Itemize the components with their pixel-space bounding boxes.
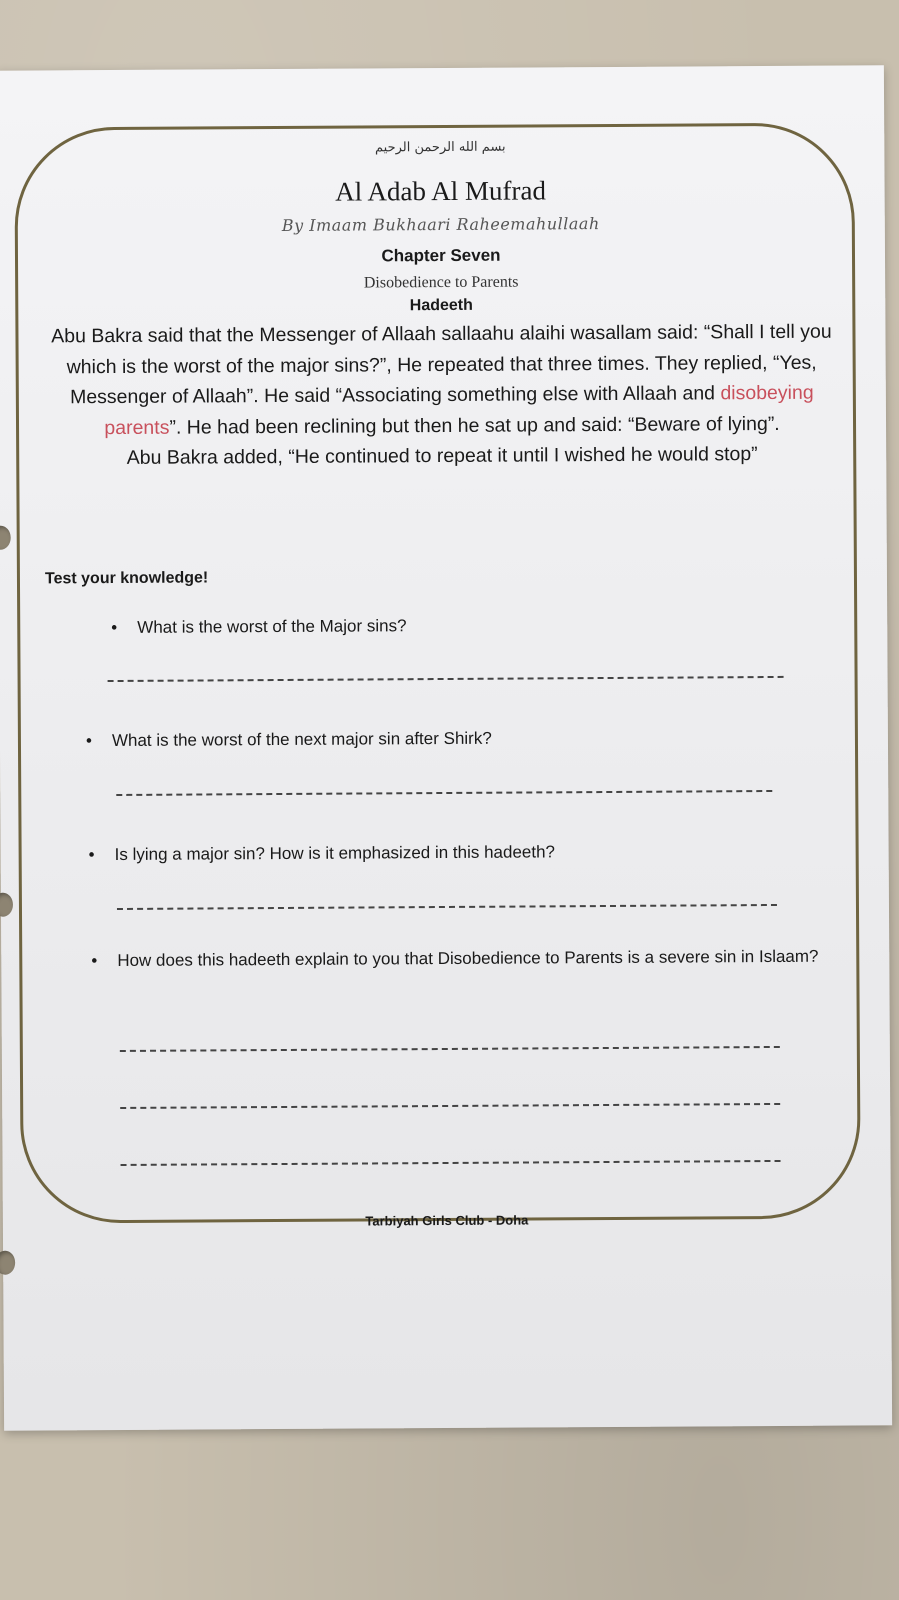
quiz-title: Test your knowledge!	[44, 569, 209, 588]
hadeeth-text-end: ”. He had been reclining but then he sat up and said: “Beware of lying”.	[169, 412, 780, 439]
punch-hole	[0, 526, 11, 550]
question-text: How does this hadeeth explain to you that Disobedience to Parents is a severe sin in Islaam?	[117, 946, 819, 970]
hadeeth-label: Hadeeth	[409, 296, 473, 315]
worksheet-page	[0, 65, 892, 1430]
chapter-heading: Chapter Seven	[381, 245, 501, 266]
question-item	[85, 722, 812, 756]
punch-hole	[0, 1251, 15, 1275]
question-text: What is the worst of the Major sins?	[137, 616, 407, 637]
chapter-topic: Disobedience to Parents	[363, 273, 519, 292]
bullet-icon: •	[85, 731, 92, 751]
page-title: Al Adab Al Mufrad	[335, 175, 547, 207]
question-item	[91, 942, 835, 976]
question-item	[88, 836, 815, 870]
author-line: By Imaam Bukhaari Raheemahullaah	[281, 214, 600, 235]
hadeeth-text-start: Abu Bakra said that the Messenger of Allaah sallaahu alaihi wasallam said: “Shall I tell you which is the worst of the major sins?”, He repeated that three times. They replied, “Yes, Messenger of Allaah”. He said “Associating something else with Allaah and	[51, 320, 832, 409]
bullet-icon: •	[91, 951, 98, 971]
footer-credit: Tarbiyah Girls Club - Doha	[365, 1212, 529, 1229]
bismillah: بسم الله الرحمن الرحيم	[374, 139, 506, 156]
question-text: What is the worst of the next major sin after Shirk?	[111, 728, 492, 751]
highlighted-phrase: disobeying parents	[104, 381, 814, 439]
hadeeth-closing: Abu Bakra added, “He continued to repeat it until I wished he would stop”	[126, 443, 758, 469]
bullet-icon: •	[88, 845, 95, 865]
hadeeth-text	[37, 317, 846, 474]
punch-hole	[0, 893, 13, 917]
question-item	[111, 609, 817, 643]
bullet-icon: •	[111, 617, 118, 638]
question-text: Is lying a major sin? How is it emphasized in this hadeeth?	[114, 842, 556, 865]
